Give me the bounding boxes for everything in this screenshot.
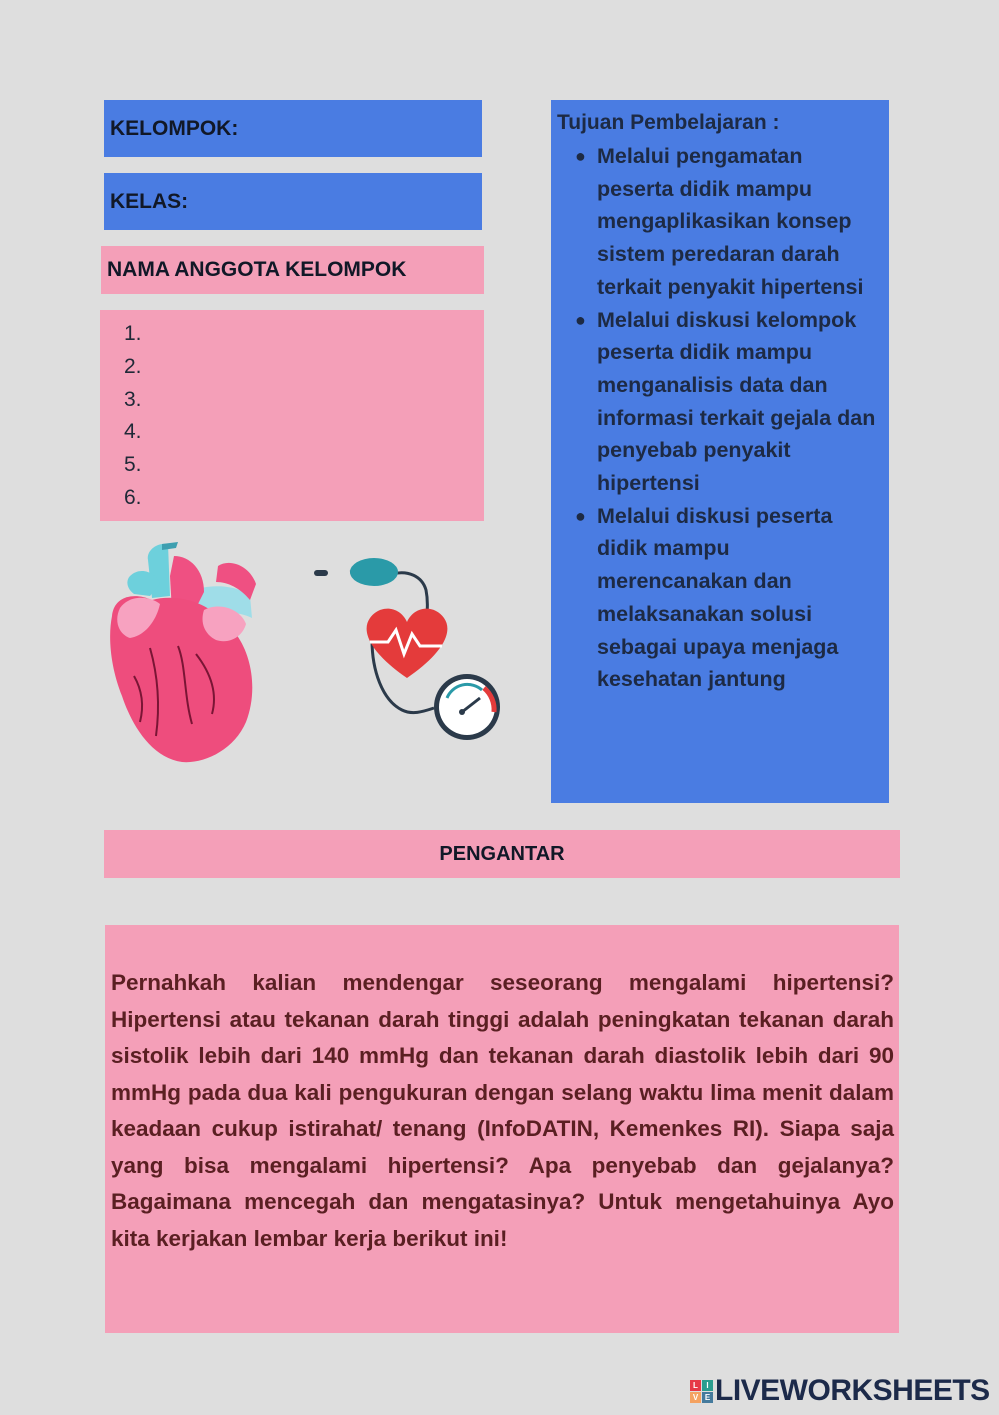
bullet-icon: ● <box>575 505 586 526</box>
logo-letter: L <box>690 1380 701 1391</box>
logo-letter: V <box>690 1392 701 1403</box>
kelompok-field[interactable] <box>104 100 482 157</box>
objective-item: ● Melalui pengamatan peserta didik mampu mengaplikasikan konsep sistem peredaran darah terkait penyakit hipertensi <box>557 140 881 304</box>
kelas-field[interactable] <box>104 173 482 230</box>
member-item: 6. <box>124 485 142 509</box>
logo-letter: E <box>702 1392 713 1403</box>
liveworksheets-logo[interactable] <box>690 1375 990 1407</box>
member-item: 1. <box>124 322 142 345</box>
objective-item: ● Melalui diskusi kelompok peserta didik mampu menganalisis data dan informasi terkait gejala dan penyebab penyakit hipertensi <box>557 304 881 500</box>
logo-grid-icon <box>690 1380 713 1403</box>
heart-icon <box>100 536 270 768</box>
intro-text: Pernahkah kalian mendengar seseorang mengalami hipertensi? Hipertensi atau tekanan darah tinggi adalah peningkatan tekanan darah sistolik lebih dari 140 mmHg dan tekanan darah diastolik lebih dari 90 mmHg pada dua kali pengukuran dengan selang waktu lima menit dalam keadaan cukup istirahat/ tenang (InfoDATIN, Kemenkes RI). Siapa saja yang bisa mengalami hipertensi? Apa penyebab dan gejalanya? Bagaimana mencegah dan mengatasinya? Untuk mengetahuinya Ayo kita kerjakan lembar kerja berikut ini! <box>111 970 894 1251</box>
learning-objectives-box <box>551 100 889 803</box>
learning-objectives-title: Tujuan Pembelajaran : <box>557 111 780 134</box>
member-item: 5. <box>124 453 142 477</box>
logo-text: LIVEWORKSHEETS <box>715 1374 990 1407</box>
nama-anggota-label: NAMA ANGGOTA KELOMPOK <box>107 258 407 281</box>
learning-objectives-list <box>557 140 881 696</box>
blood-pressure-icon <box>312 550 507 745</box>
pengantar-header <box>104 830 900 878</box>
member-list <box>100 318 484 515</box>
member-item: 2. <box>124 354 142 378</box>
member-list-box[interactable] <box>100 310 484 521</box>
intro-box <box>105 925 899 1333</box>
nama-anggota-header <box>101 246 484 294</box>
kelas-label: KELAS: <box>110 189 189 213</box>
pengantar-title: PENGANTAR <box>439 842 565 865</box>
bullet-icon: ● <box>575 309 586 330</box>
logo-letter: I <box>702 1380 713 1391</box>
member-item: 4. <box>124 420 142 444</box>
objective-item: ● Melalui diskusi peserta didik mampu merencanakan dan melaksanakan solusi sebagai upaya menjaga kesehatan jantung <box>557 500 881 696</box>
kelompok-label: KELOMPOK: <box>110 116 239 140</box>
bullet-icon: ● <box>575 146 586 166</box>
member-item: 3. <box>124 387 142 411</box>
